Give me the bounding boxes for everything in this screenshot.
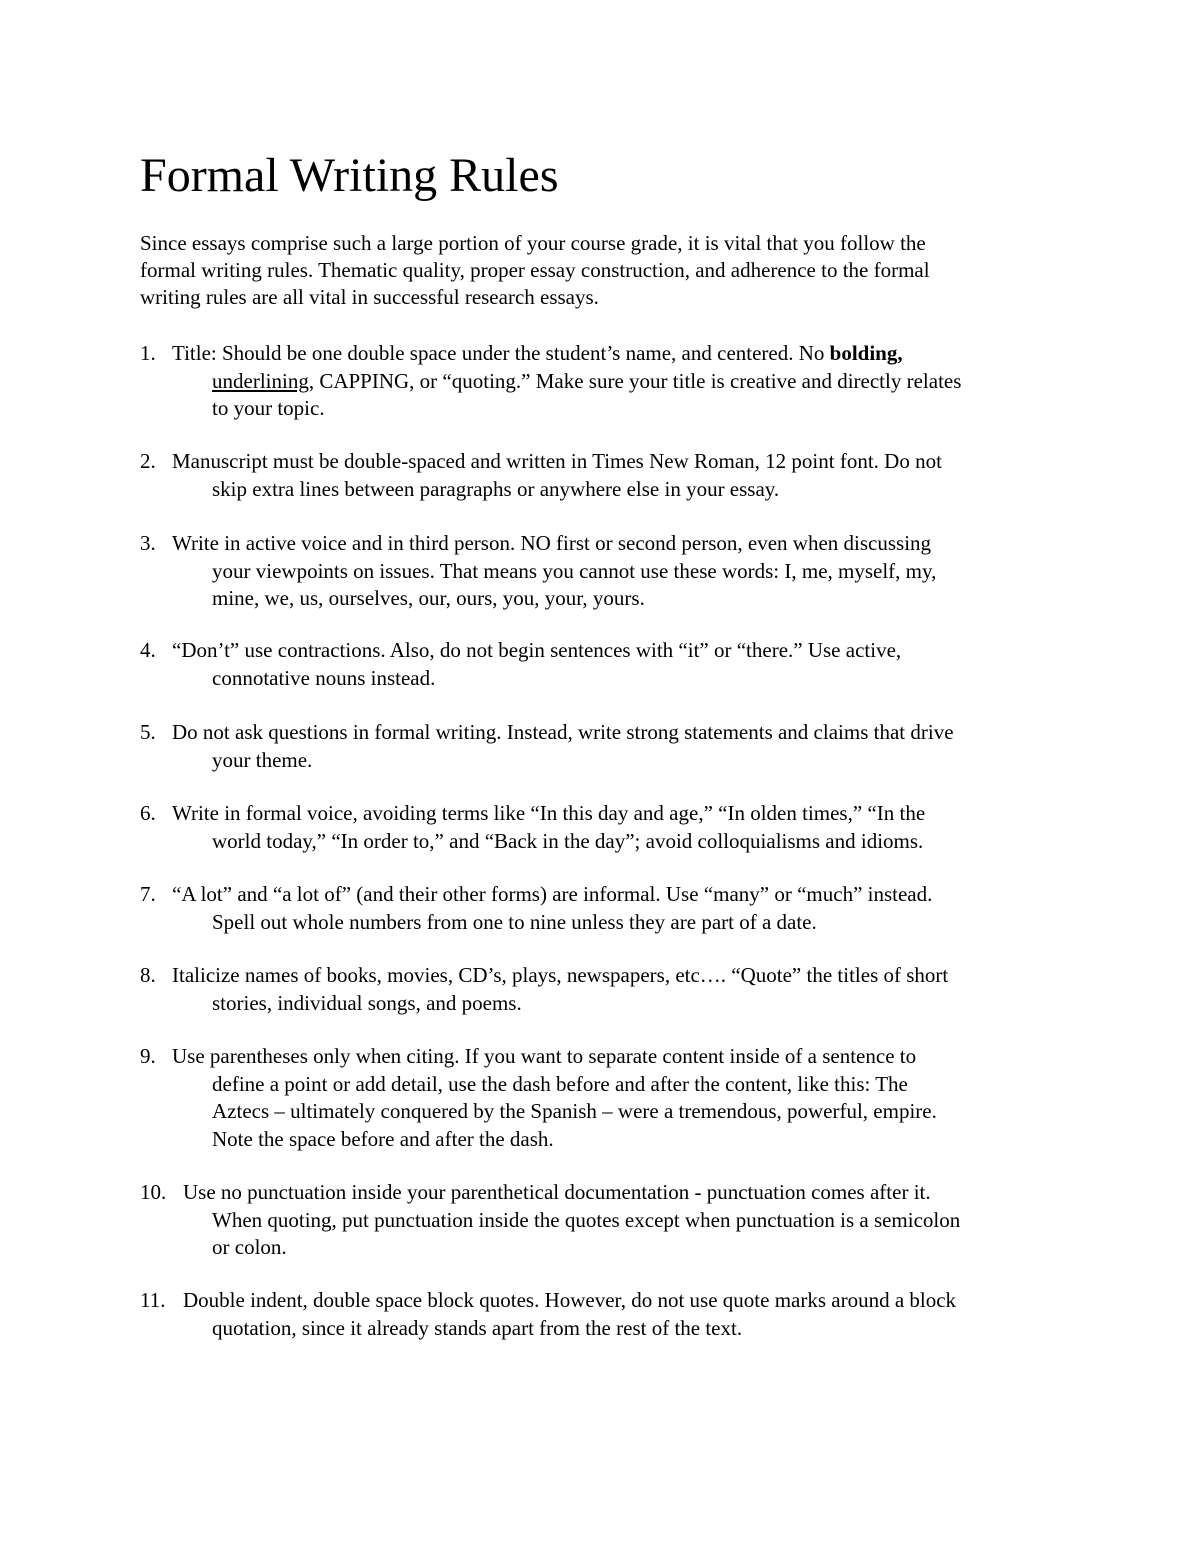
- rule-item-2: [140, 448, 1080, 503]
- rule-number: 2.: [140, 449, 156, 473]
- rule-line: [140, 1043, 1080, 1071]
- rule-line: [140, 637, 1080, 665]
- rule-text: , CAPPING, or “quoting.” Make sure your title is creative and directly relates: [308, 368, 962, 393]
- rule-line: [140, 1287, 1080, 1315]
- rule-number: 1.: [140, 341, 156, 365]
- rule-item-7: [140, 881, 1080, 936]
- rule-text: Use no punctuation inside your parenthetical documentation - punctuation comes after it.: [183, 1180, 931, 1204]
- rule-item-11: [140, 1287, 1080, 1342]
- rule-number: 5.: [140, 720, 156, 744]
- rule-line: When quoting, put punctuation inside the quotes except when punctuation is a semicolon: [212, 1207, 961, 1232]
- rule-line: mine, we, us, ourselves, our, ours, you, your, yours.: [212, 586, 645, 610]
- rule-text: Manuscript must be double-spaced and written in Times New Roman, 12 point font. Do not: [172, 449, 942, 473]
- rule-text: Double indent, double space block quotes. However, do not use quote marks around a block: [183, 1288, 957, 1312]
- rule-text: “Don’t” use contractions. Also, do not begin sentences with “it” or “there.” Use active,: [172, 638, 902, 662]
- rule-number: 7.: [140, 882, 156, 906]
- rule-line: [140, 530, 1080, 558]
- intro-paragraph: [140, 230, 1080, 311]
- rule-line: define a point or add detail, use the dash before and after the content, like this: The: [212, 1071, 908, 1096]
- rule-number: 3.: [140, 531, 156, 555]
- rule-text: Italicize names of books, movies, CD’s, plays, newspapers, etc…. “Quote” the titles of short: [172, 963, 949, 987]
- rule-text: Do not ask questions in formal writing. Instead, write strong statements and claims that drive: [172, 720, 954, 744]
- rule-item-8: [140, 962, 1080, 1017]
- rule-line: [140, 800, 1080, 828]
- rule-number: 4.: [140, 638, 156, 662]
- rule-text: Use parentheses only when citing. If you want to separate content inside of a sentence to: [172, 1044, 917, 1068]
- rule-number: 11.: [140, 1288, 166, 1312]
- rule-item-5: [140, 719, 1080, 774]
- rule-item-4: [140, 637, 1080, 692]
- rule-text: Write in formal voice, avoiding terms like “In this day and age,” “In olden times,” “In the: [172, 801, 926, 825]
- rule-line: [140, 368, 1080, 396]
- rule-line: or colon.: [212, 1235, 287, 1259]
- intro-line: Since essays comprise such a large portion of your course grade, it is vital that you follow the: [140, 231, 926, 255]
- rule-line: connotative nouns instead.: [212, 665, 436, 690]
- rule-line: to your topic.: [212, 396, 325, 420]
- rule-number: 6.: [140, 801, 156, 825]
- rule-text: Title: Should be one double space under the student’s name, and centered. No: [172, 341, 830, 365]
- rule-line: [140, 962, 1080, 990]
- rule-line: skip extra lines between paragraphs or anywhere else in your essay.: [212, 476, 780, 501]
- rule-line: [140, 340, 1080, 368]
- rule-item-9: [140, 1043, 1080, 1153]
- bold-example: bolding,: [829, 341, 903, 365]
- rule-number: 10.: [140, 1180, 167, 1204]
- rule-number: 8.: [140, 963, 156, 987]
- rule-item-1: [140, 340, 1080, 423]
- rule-item-6: [140, 800, 1080, 855]
- rule-text: Write in active voice and in third person. NO first or second person, even when discussing: [172, 531, 932, 555]
- rule-line: [140, 719, 1080, 747]
- rule-line: stories, individual songs, and poems.: [212, 990, 522, 1015]
- rule-line: quotation, since it already stands apart from the rest of the text.: [212, 1315, 743, 1340]
- rule-line: [140, 448, 1080, 476]
- rule-line: Aztecs – ultimately conquered by the Spanish – were a tremendous, powerful, empire.: [212, 1099, 937, 1123]
- intro-line: writing rules are all vital in successful research essays.: [140, 285, 599, 309]
- rule-line: your theme.: [212, 747, 313, 772]
- rule-line: Spell out whole numbers from one to nine unless they are part of a date.: [212, 909, 817, 934]
- rule-line: world today,” “In order to,” and “Back in the day”; avoid colloquialisms and idioms.: [212, 828, 924, 853]
- rule-line: [140, 1179, 1080, 1207]
- rule-item-10: [140, 1179, 1080, 1262]
- rule-item-3: [140, 530, 1080, 613]
- rule-line: your viewpoints on issues. That means you cannot use these words: I, me, myself, my,: [212, 558, 937, 583]
- rule-line: Note the space before and after the dash.: [212, 1126, 554, 1151]
- intro-line: formal writing rules. Thematic quality, proper essay construction, and adherence to the formal: [140, 258, 930, 282]
- underline-example: underlining: [212, 368, 309, 393]
- rule-number: 9.: [140, 1044, 156, 1068]
- rule-line: [140, 881, 1080, 909]
- page-title: Formal Writing Rules: [140, 149, 559, 202]
- rule-text: “A lot” and “a lot of” (and their other forms) are informal. Use “many” or “much” instead.: [172, 882, 933, 906]
